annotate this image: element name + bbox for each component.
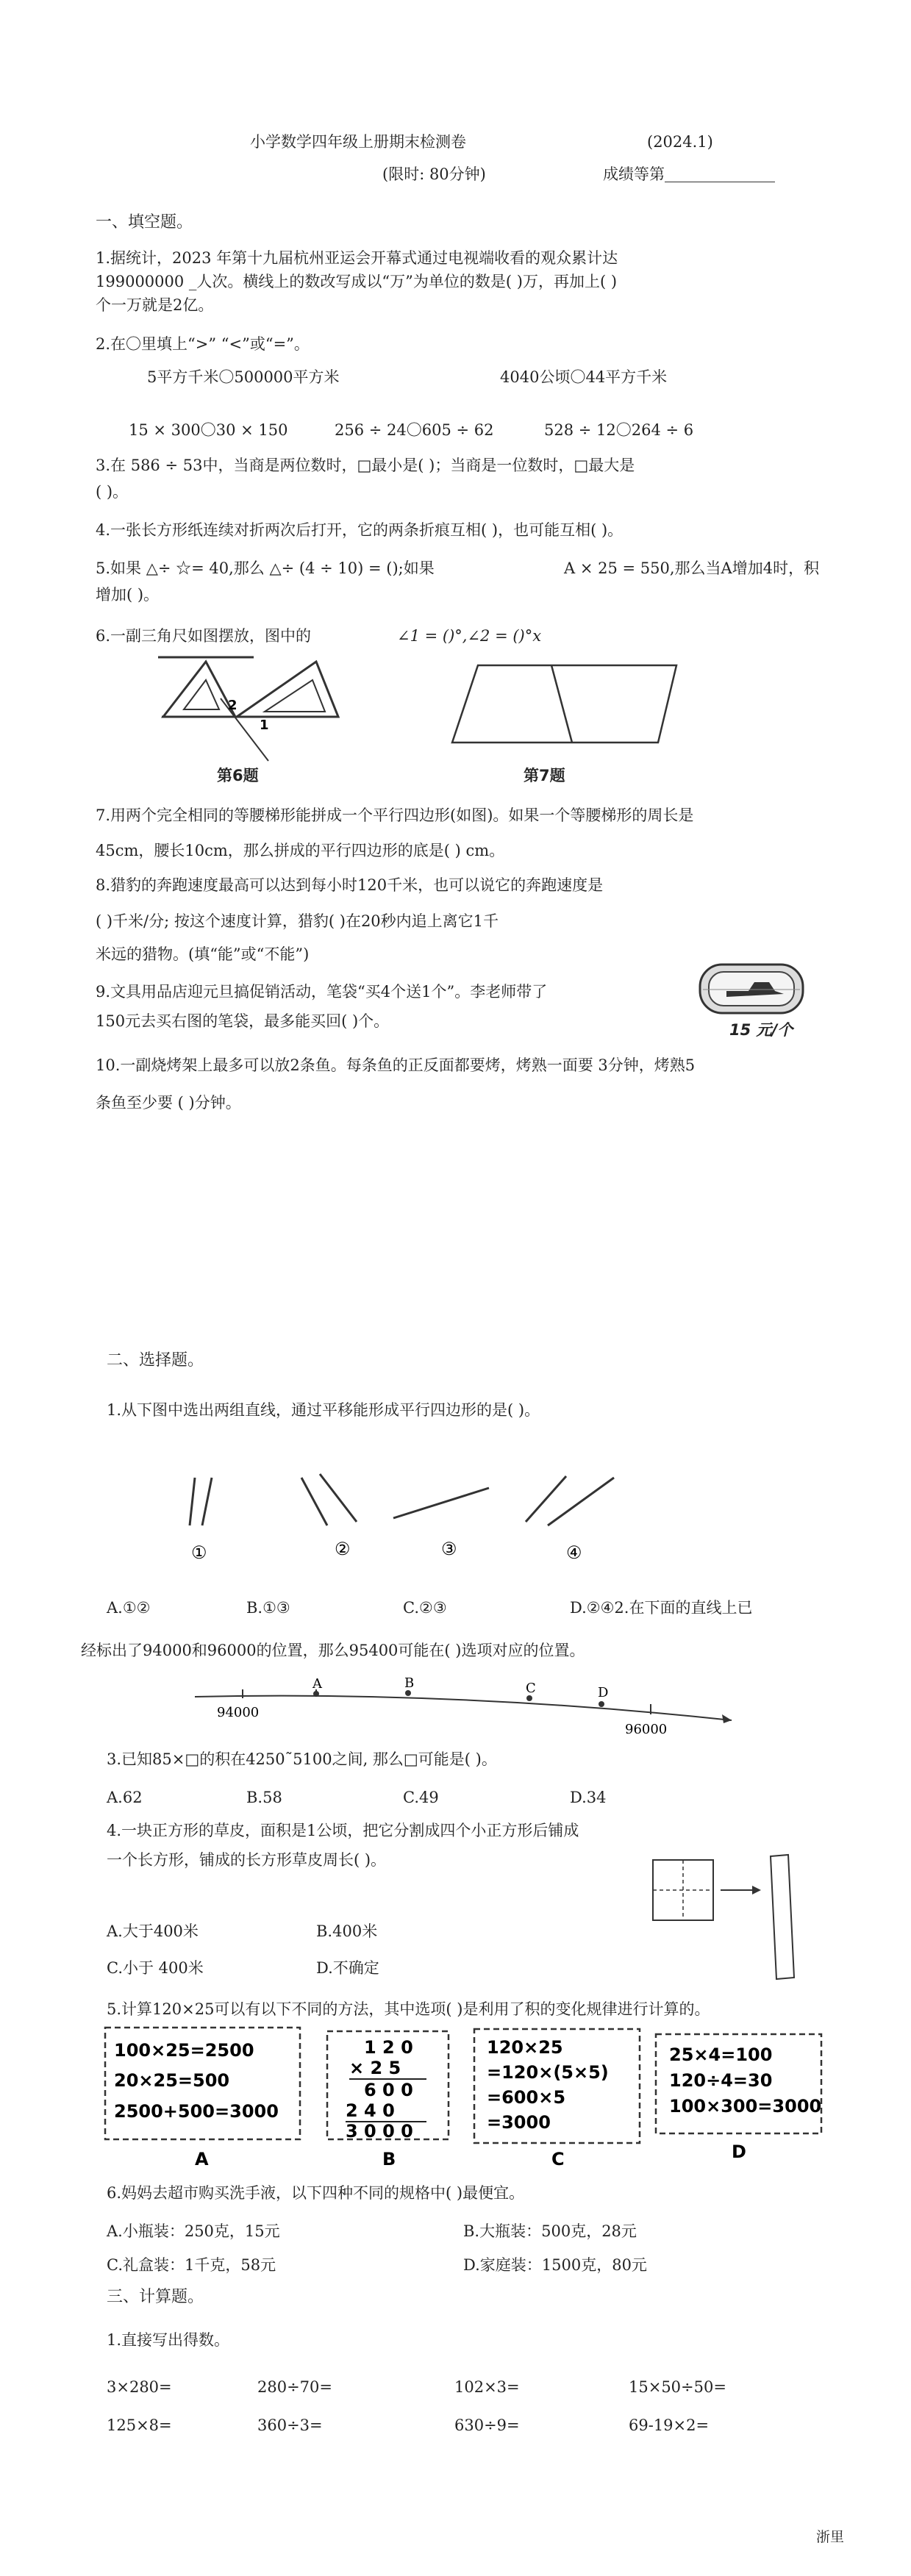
section-2-title: 二、选择题。 — [107, 1351, 204, 1370]
s2-q3-option-b: B.58 — [246, 1789, 282, 1806]
calc-item-1: 3×280= — [107, 2378, 172, 2396]
q7-line-b: 45cm，腰长10cm，那么拼成的平行四边形的底是( ) cm。 — [96, 842, 505, 859]
s2-q1-option-b: B.①③ — [246, 1599, 290, 1617]
q2-row2-b: 256 ÷ 24〇605 ÷ 62 — [335, 421, 494, 439]
price-label: 15 元/个 — [729, 1021, 793, 1039]
box-a-line-3: 2500+500=3000 — [114, 2101, 279, 2122]
s2-q1-option-c: C.②③ — [403, 1599, 447, 1617]
calc-item-3: 102×3= — [454, 2378, 520, 2396]
time-limit: (限时: 80分钟) — [382, 165, 486, 183]
q5-line-c: 增加( )。 — [96, 586, 160, 604]
box-c-label: C — [551, 2149, 565, 2169]
figure-6-caption: 第6题 — [217, 767, 259, 784]
s2-q6-text: 6.妈妈去超市购买洗手液，以下四种不同的规格中( )最便宜。 — [107, 2184, 525, 2202]
q8-line-a: 8.猎豹的奔跑速度最高可以达到每小时120千米，也可以说它的奔跑速度是 — [96, 876, 604, 894]
s2-q1-option-a: A.①② — [107, 1599, 151, 1617]
box-b-line-2: × 2 5 — [349, 2058, 401, 2078]
s2-q6-option-b: B.大瓶装：500克，28元 — [463, 2222, 637, 2240]
s2-q6-option-c: C.礼盒装：1千克，58元 — [107, 2256, 276, 2274]
q1-line-a: 1.据统计，2023 年第十九届杭州亚运会开幕式通过电视端收看的观众累计达 — [96, 249, 618, 267]
s2-q4-line-b: 一个长方形，铺成的长方形草皮周长( )。 — [107, 1851, 387, 1869]
q2-text: 2.在〇里填上“>” “<”或“=”。 — [96, 335, 310, 353]
q8-line-b: ( )千米/分; 按这个速度计算，猎豹( )在20秒内追上离它1千 — [96, 912, 499, 930]
s2-q3-text: 3.已知85×□的积在4250˜5100之间, 那么□可能是( )。 — [107, 1750, 497, 1768]
point-a: A — [312, 1676, 322, 1692]
q2-row1-b: 4040公顷〇44平方千米 — [500, 368, 668, 386]
calc-item-7: 630÷9= — [454, 2416, 520, 2434]
number-line — [191, 1676, 743, 1742]
s2-q4-option-a: A.大于400米 — [107, 1922, 199, 1940]
square-to-rectangle-figure — [647, 1853, 824, 1985]
point-d: D — [598, 1685, 609, 1700]
exam-title: 小学数学四年级上册期末检测卷 — [250, 133, 466, 151]
figure-label-1: ① — [191, 1542, 207, 1563]
q10-line-b: 条鱼至少要 ( )分钟。 — [96, 1094, 241, 1112]
box-b-line-5: 3 0 0 0 — [346, 2121, 413, 2142]
s2-q4-option-c: C.小于 400米 — [107, 1959, 204, 1977]
s2-q3-option-d: D.34 — [570, 1789, 607, 1806]
s2-q6-option-d: D.家庭装：1500克，80元 — [463, 2256, 647, 2274]
s2-q1-text: 1.从下图中选出两组直线，通过平移能形成平行四边形的是( )。 — [107, 1401, 540, 1419]
trapezoid-figure — [449, 662, 691, 757]
s2-q4-option-b: B.400米 — [316, 1922, 378, 1940]
box-c-line-2: =120×(5×5) — [487, 2062, 609, 2083]
q2-row2-c: 528 ÷ 12〇264 ÷ 6 — [544, 421, 694, 439]
angle-1-label: 1 — [260, 718, 269, 733]
calc-item-2: 280÷70= — [257, 2378, 332, 2396]
q6-angles: ∠1 = ()°,∠2 = ()°x — [397, 627, 542, 645]
s2-q4-option-d: D.不确定 — [316, 1959, 379, 1977]
q6-text: 6.一副三角尺如图摆放，图中的 — [96, 627, 312, 645]
s2-q4-line-a: 4.一块正方形的草皮，面积是1公顷，把它分割成四个小正方形后铺成 — [107, 1822, 579, 1839]
s2-q2-text: 经标出了94000和96000的位置，那么95400可能在( )选项对应的位置。 — [81, 1642, 585, 1659]
box-c-line-3: =600×5 — [487, 2087, 566, 2108]
box-b-line-1: 1 2 0 — [364, 2037, 413, 2058]
s3-q1-text: 1.直接写出得数。 — [107, 2331, 230, 2349]
figure-label-3: ③ — [441, 1539, 457, 1559]
point-b: B — [404, 1675, 415, 1691]
angle-2-label: 2 — [228, 698, 237, 713]
box-d-line-3: 100×300=3000 — [669, 2096, 822, 2117]
box-d-line-1: 25×4=100 — [669, 2044, 773, 2065]
q2-row2-a: 15 × 300〇30 × 150 — [129, 421, 288, 439]
box-d-line-2: 120÷4=30 — [669, 2070, 773, 2091]
q2-row1-a: 5平方千米〇500000平方米 — [147, 368, 340, 386]
s2-q5-text: 5.计算120×25可以有以下不同的方法，其中选项( )是利用了积的变化规律进行计算的。 — [107, 2000, 710, 2018]
calc-item-5: 125×8= — [107, 2416, 172, 2434]
pencil-case-image — [697, 960, 807, 1028]
tick-94000: 94000 — [217, 1705, 260, 1720]
box-a-line-1: 100×25=2500 — [114, 2040, 254, 2061]
q5-line-b: A × 25 = 550,那么当A增加4时，积 — [564, 559, 820, 577]
figure-label-4: ④ — [566, 1542, 582, 1563]
q9-line-b: 150元去买右图的笔袋，最多能买回( )个。 — [96, 1012, 390, 1030]
s2-q1-option-d: D.②④2.在下面的直线上已 — [570, 1599, 753, 1617]
section-1-title: 一、填空题。 — [96, 213, 193, 232]
box-a-line-2: 20×25=500 — [114, 2070, 230, 2091]
q4-text: 4.一张长方形纸连续对折两次后打开，它的两条折痕互相( )，也可能互相( )。 — [96, 521, 624, 539]
q3-line-a: 3.在 586 ÷ 53中，当商是两位数时，□最小是( )；当商是一位数时，□最大是 — [96, 457, 635, 474]
s2-q3-option-a: A.62 — [107, 1789, 143, 1806]
grade-field: 成绩等第 — [603, 165, 775, 184]
calc-item-6: 360÷3= — [257, 2416, 323, 2434]
q5-line-a: 5.如果 △÷ ☆= 40,那么 △÷ (4 ÷ 10) = ();如果 — [96, 559, 435, 577]
box-a-label: A — [195, 2149, 209, 2169]
calc-item-8: 69-19×2= — [629, 2416, 710, 2434]
exam-date: (2024.1) — [647, 133, 713, 151]
box-c-line-1: 120×25 — [487, 2037, 563, 2058]
footer-watermark: 浙里 — [816, 2529, 845, 2545]
method-boxes — [103, 2025, 824, 2172]
q8-line-c: 米远的猎物。(填“能”或“不能”) — [96, 945, 310, 963]
box-b-line-3: 6 0 0 — [364, 2080, 413, 2100]
box-b-line-4: 2 4 0 — [346, 2100, 395, 2121]
tick-96000: 96000 — [625, 1722, 668, 1737]
s2-q3-option-c: C.49 — [403, 1789, 439, 1806]
box-d-label: D — [732, 2142, 746, 2162]
section-3-title: 三、计算题。 — [107, 2288, 204, 2306]
box-b-label: B — [382, 2149, 396, 2169]
figure-label-2: ② — [335, 1539, 351, 1559]
q9-line-a: 9.文具用品店迎元旦搞促销活动，笔袋“买4个送1个”。李老师带了 — [96, 983, 548, 1001]
q1-line-c: 个一万就是2亿。 — [96, 296, 214, 314]
point-c: C — [526, 1681, 536, 1696]
s2-q6-option-a: A.小瓶装：250克，15元 — [107, 2222, 280, 2240]
calc-item-4: 15×50÷50= — [629, 2378, 726, 2396]
q10-line-a: 10.一副烧烤架上最多可以放2条鱼。每条鱼的正反面都要烤，烤熟一面要 3分钟，烤熟5 — [96, 1056, 696, 1074]
q3-line-b: ( )。 — [96, 483, 129, 501]
line-pairs-figure — [169, 1470, 640, 1573]
q1-line-b: 199000000 _人次。横线上的数改写成以“万”为单位的数是( )万，再加上( ) — [96, 273, 618, 290]
q7-line-a: 7.用两个完全相同的等腰梯形能拼成一个平行四边形(如图)。如果一个等腰梯形的周长是 — [96, 806, 694, 824]
box-c-line-4: =3000 — [487, 2112, 551, 2133]
figure-7-caption: 第7题 — [524, 767, 565, 784]
